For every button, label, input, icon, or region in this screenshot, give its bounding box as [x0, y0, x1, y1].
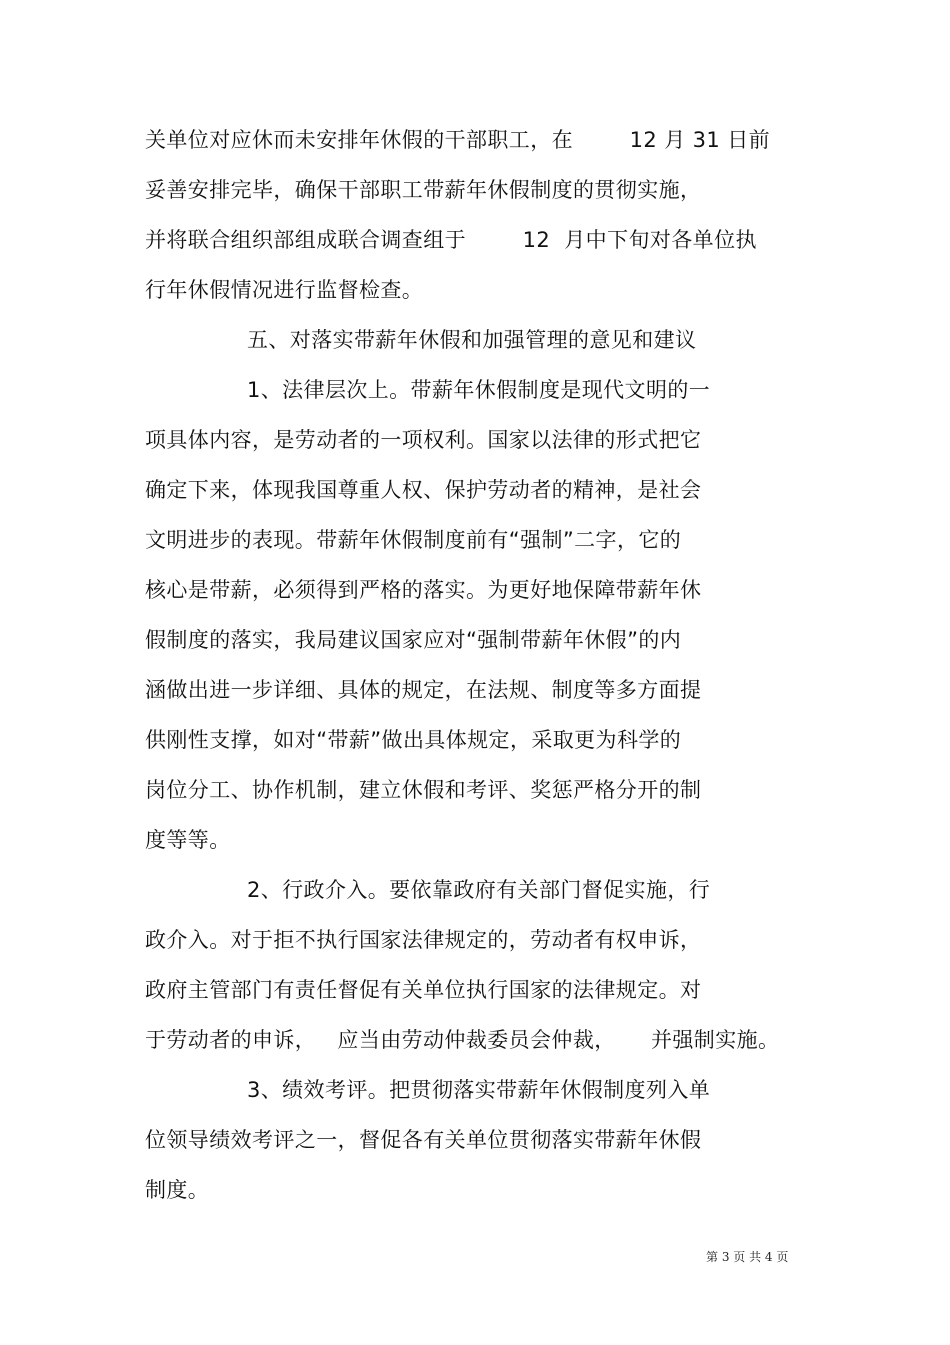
text-line: 岗位分工、协作机制，建立休假和考评、奖惩严格分开的制 [145, 778, 702, 802]
text-line: 假制度的落实，我局建议国家应对“强制带薪年休假”的内 [145, 628, 682, 652]
text-line: 政介入。对于拒不执行国家法律规定的，劳动者有权申诉， [145, 928, 702, 952]
text-line: 核心是带薪，必须得到严格的落实。为更好地保障带薪年休 [145, 578, 702, 602]
text-line: 确定下来，体现我国尊重人权、保护劳动者的精神，是社会 [145, 478, 702, 502]
text-line: 2、行政介入。要依靠政府有关部门督促实施，行 [247, 878, 711, 902]
text-line: 妥善安排完毕，确保干部职工带薪年休假制度的贯彻实施， [145, 178, 702, 202]
text-line: 3、绩效考评。把贯彻落实带薪年休假制度列入单 [247, 1078, 711, 1102]
page-number-footer: 第 3 页 共 4 页 [706, 1250, 789, 1264]
text-line: 度等等。 [145, 828, 231, 852]
text-line: 文明进步的表现。带薪年休假制度前有“强制”二字，它的 [145, 528, 682, 552]
text-line: 制度。 [145, 1178, 210, 1202]
text-line: 项具体内容，是劳动者的一项权利。国家以法律的形式把它 [145, 428, 702, 452]
text-line: 供刚性支撑，如对“带薪”做出具体规定，采取更为科学的 [145, 728, 682, 752]
text-line: 关单位对应休而未安排年休假的干部职工，在 12 月 31 日前 [145, 128, 771, 152]
text-line: 行年休假情况进行监督检查。 [145, 278, 424, 302]
text-line: 涵做出进一步详细、具体的规定，在法规、制度等多方面提 [145, 678, 702, 702]
text-line: 政府主管部门有责任督促有关单位执行国家的法律规定。对 [145, 978, 702, 1002]
text-line: 于劳动者的申诉， 应当由劳动仲裁委员会仲裁， 并强制实施。 [145, 1028, 780, 1052]
section-heading: 五、对落实带薪年休假和加强管理的意见和建议 [247, 328, 697, 352]
text-line: 1、法律层次上。带薪年休假制度是现代文明的一 [247, 378, 711, 402]
text-line: 并将联合组织部组成联合调查组于 12 月中下旬对各单位执 [145, 228, 757, 252]
text-line: 位领导绩效考评之一，督促各有关单位贯彻落实带薪年休假 [145, 1128, 702, 1152]
